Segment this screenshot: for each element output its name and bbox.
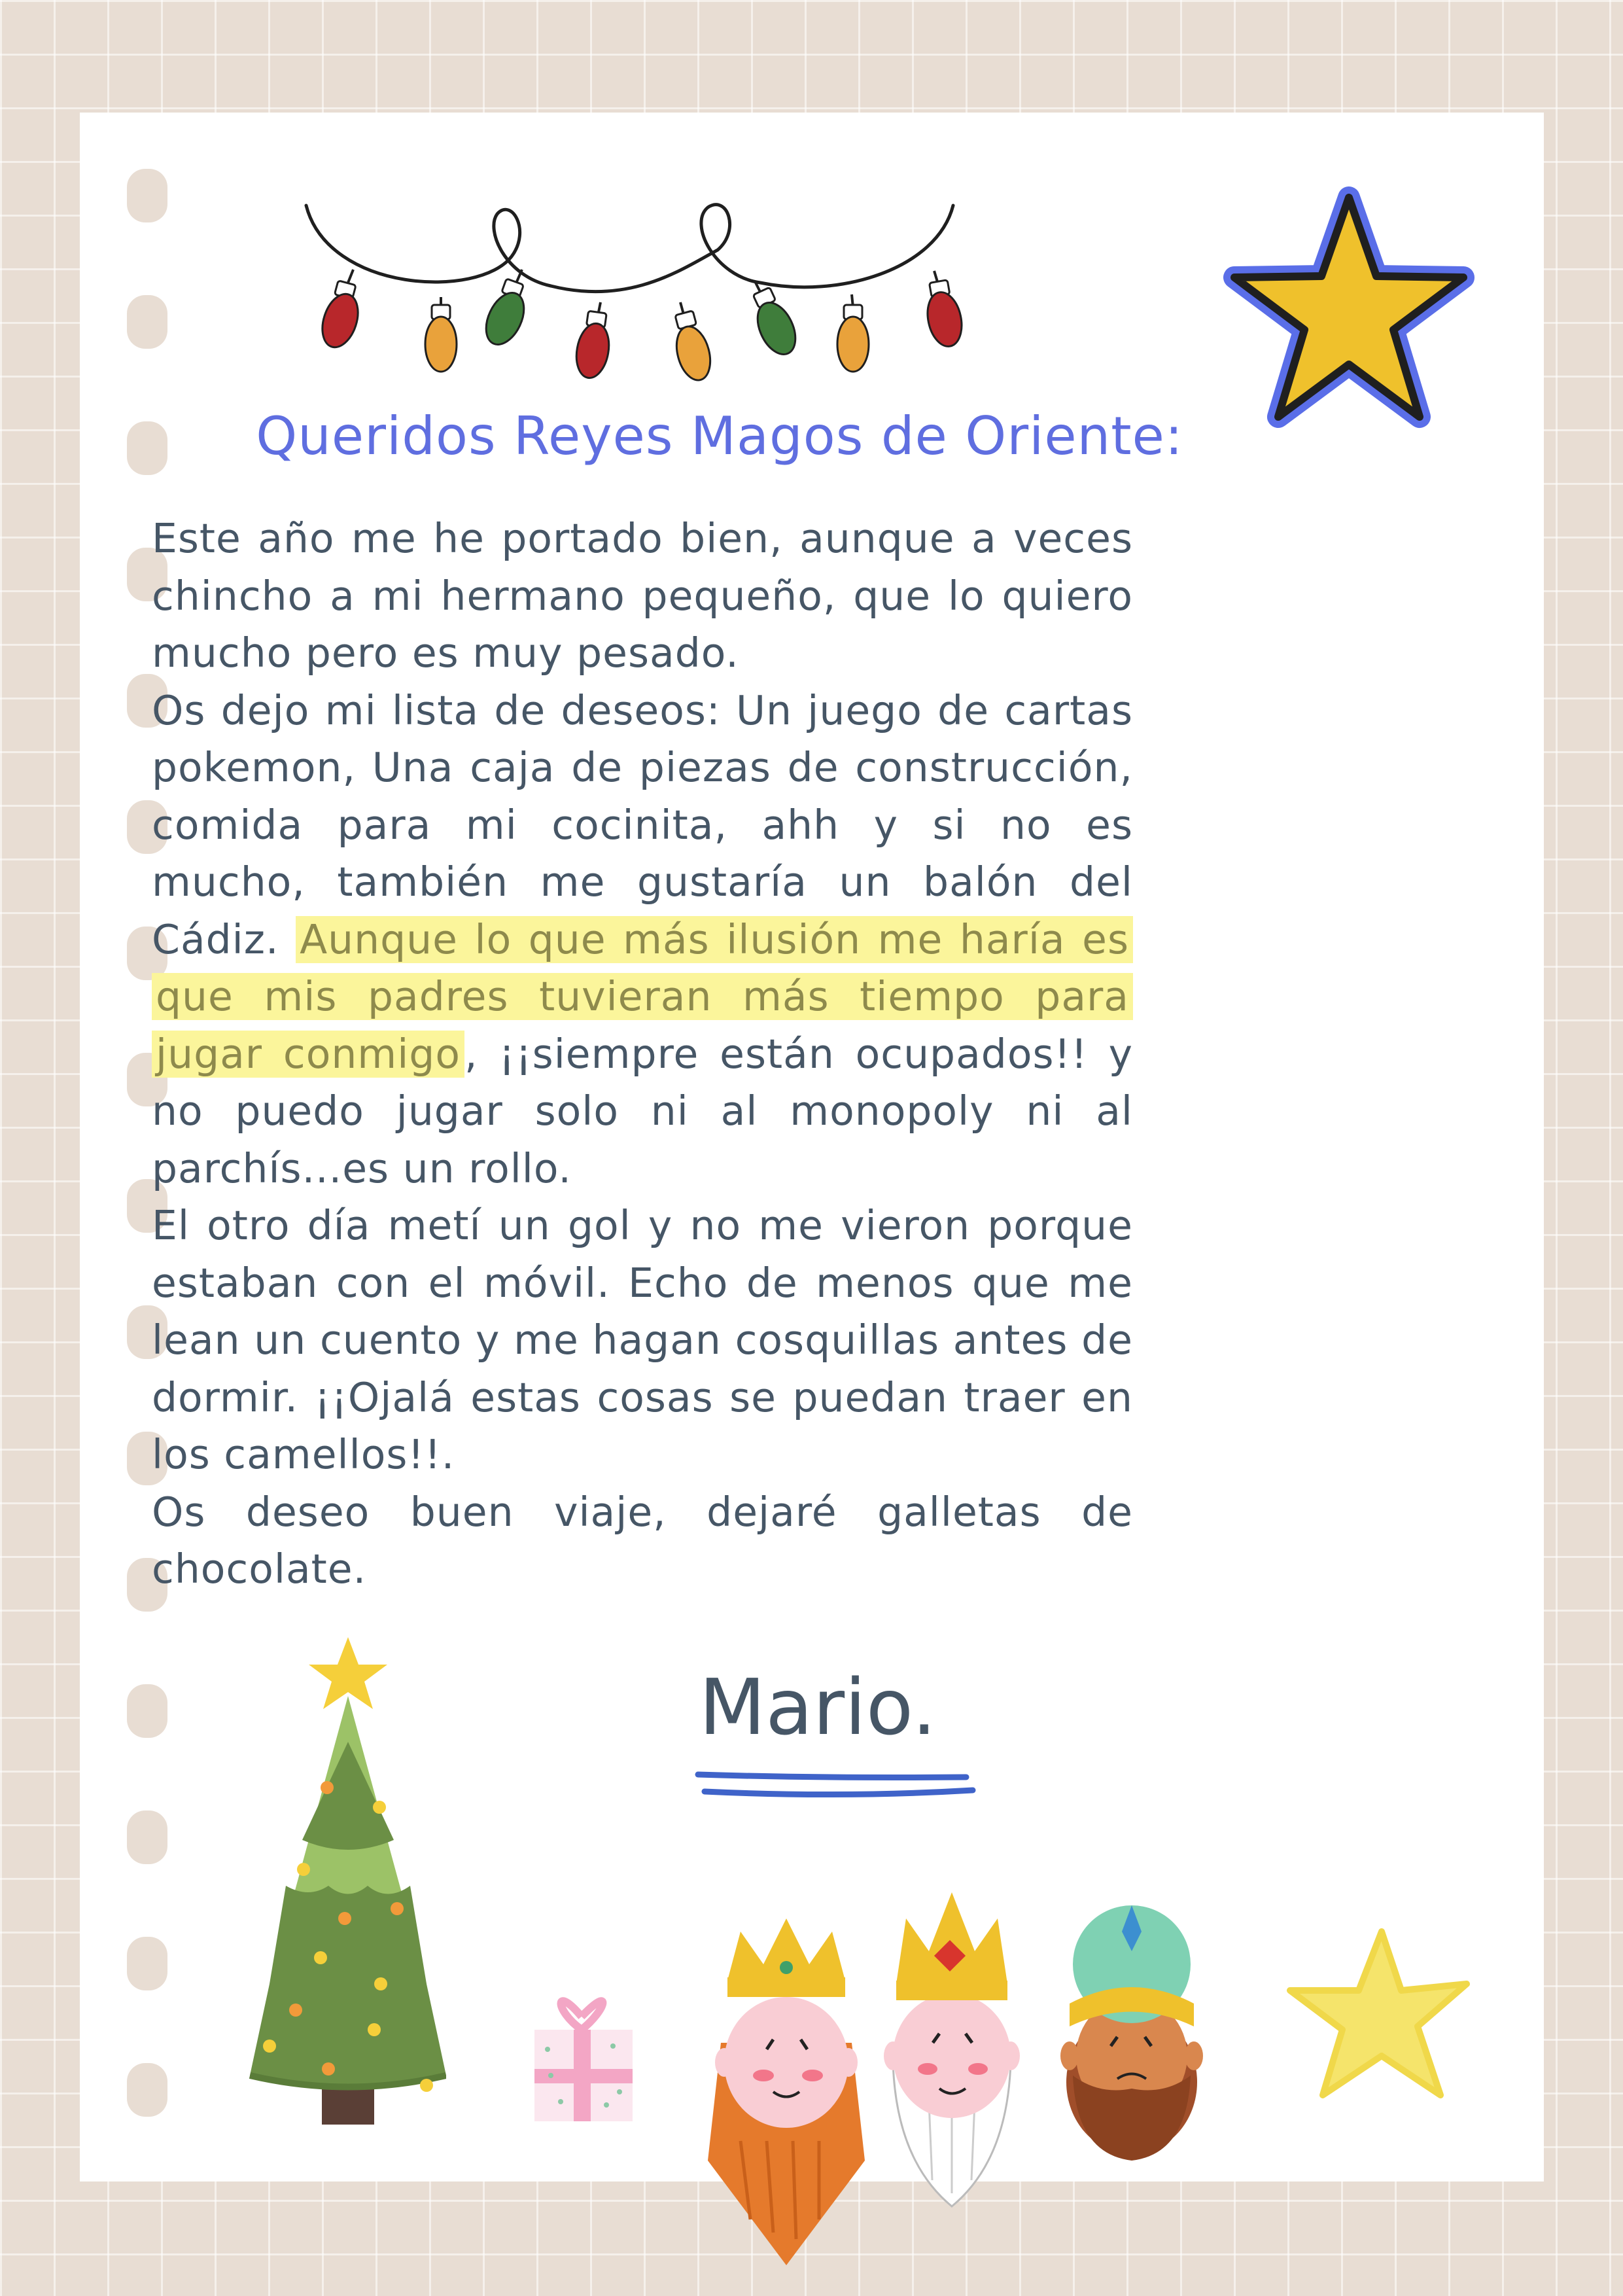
signature: Mario.: [699, 1662, 937, 1752]
paragraph-text: El otro día metí un gol y no me vieron porque estaban con el móvil. Echo de menos que me lean un cuento y me hagan cosquillas antes de dormir. ¡¡Ojalá estas cosas se puedan traer en los camellos!!.: [152, 1202, 1133, 1478]
paragraph-text: , ¡¡siempre están ocupados!! y no puedo jugar solo ni al monopoly ni al parchís...es un rollo.: [152, 1030, 1134, 1192]
star-icon: [1212, 178, 1486, 453]
highlighted-wish: Aunque lo que más ilusión me haría es que mis padres tuvieran más tiempo para jugar conmigo: [152, 916, 1133, 1078]
binder-hole: [127, 1937, 167, 1990]
binder-hole: [127, 2063, 167, 2117]
paragraph-text: Os deseo buen viaje, dejaré galletas de chocolate.: [152, 1488, 1133, 1593]
binder-hole: [127, 1684, 167, 1738]
letter-heading: Queridos Reyes Magos de Oriente:: [256, 406, 1183, 467]
yellow-star-icon: [1277, 1918, 1473, 2115]
binder-hole: [127, 295, 167, 349]
letter-body: [152, 510, 1133, 1598]
paragraph-1: [152, 510, 1133, 682]
paragraph-3: [152, 1197, 1133, 1484]
binder-hole: [127, 169, 167, 222]
paragraph-4: [152, 1484, 1133, 1598]
gift-box-icon: [521, 1971, 639, 2128]
christmas-tree-icon: [230, 1617, 446, 2128]
string-lights-icon: [289, 178, 1061, 518]
binder-hole: [127, 421, 167, 475]
king-baltasar-icon: [1047, 1879, 1217, 2193]
paragraph-2: [152, 682, 1133, 1198]
king-gaspar-icon: [870, 1866, 1034, 2219]
binder-hole: [127, 1810, 167, 1864]
paragraph-text: Os dejo mi lista de deseos: Un juego de cartas pokemon, Una caja de piezas de construcción, comida para mi cocinita, ahh y si no es mucho, también me gustaría un balón del Cádiz.: [152, 686, 1133, 963]
king-melchior-icon: [695, 1866, 878, 2265]
signature-underline: [691, 1761, 992, 1814]
paragraph-text: Este año me he portado bien, aunque a veces chincho a mi hermano pequeño, que lo quiero mucho pero es muy pesado.: [152, 515, 1133, 677]
